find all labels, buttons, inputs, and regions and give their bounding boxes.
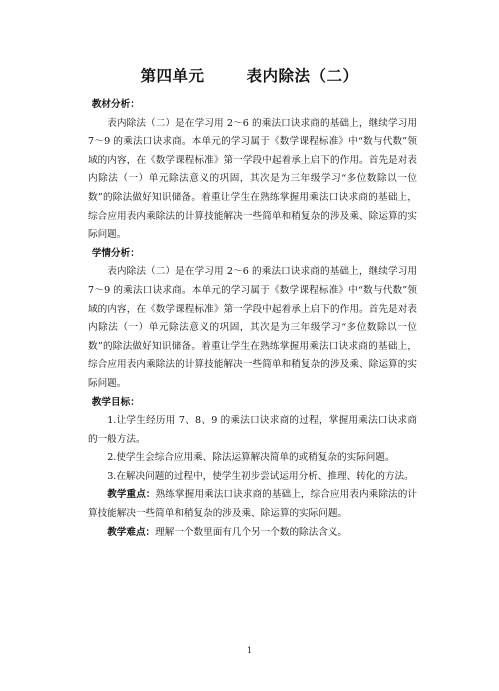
key-points-paragraph bbox=[88, 486, 417, 523]
difficult-points-text: 理解一个数里面有几个另一个数的除法含义。 bbox=[155, 526, 348, 538]
teaching-goal-item: 2.使学生会综合应用乘、除法运算解决简单的或稍复杂的实际问题。 bbox=[107, 452, 395, 464]
teaching-goal-item: 3.在解决问题的过程中，使学生初步尝试运用分析、推理、转化的方法。 bbox=[107, 470, 414, 482]
material-analysis-paragraph: 表内除法（二）是在学习用 2～6 的乘法口诀求商的基础上，继续学习用 7～9 的乘法口诀求商。本单元的学习属于《数学课程标准》中“数与代数”领域的内容，在《数学课程标准》第一学段中起着承上启下的作用。首先是对表内除法（一）单元除法意义的巩固，其次是为三年级学习“多位数除以一位数”的除法做好知识储备。着重让学生在熟练掌握用乘法口诀求商的基础上，综合应用表内乘除法的计算技能解决一些简单和稍复杂的涉及乘、除运算的实际问题。 bbox=[88, 117, 417, 241]
key-points-text: 熟练掌握用乘法口诀求商的基础上，综合应用表内乘除法的计算技能解决一些简单和稍复杂的涉及乘、除运算的实际问题。 bbox=[88, 489, 418, 520]
title-unit: 第四单元 bbox=[140, 67, 205, 85]
key-points-label: 教学重点： bbox=[107, 489, 156, 501]
teaching-goal-item: 1.让学生经历用 7、8、9 的乘法口诀求商的过程，掌握用乘法口诀求商的一般方法。 bbox=[88, 415, 417, 445]
page-number: 1 bbox=[246, 646, 253, 655]
document-body bbox=[88, 96, 417, 542]
title-topic: 表内除法（二） bbox=[246, 67, 359, 85]
difficult-points-paragraph bbox=[88, 524, 417, 543]
teaching-goals-heading: 教学目标： bbox=[91, 396, 140, 408]
student-analysis-heading: 学情分析： bbox=[91, 247, 140, 259]
material-analysis-heading: 教材分析： bbox=[91, 99, 140, 110]
difficult-points-label: 教学难点： bbox=[107, 526, 156, 538]
student-analysis-paragraph: 表内除法（二）是在学习用 2～6 的乘法口诀求商的基础上，继续学习用 7～9 的乘法口诀求商。本单元的学习属于《数学课程标准》中“数与代数”领域的内容，在《数学课程标准》第一学段中起着承上启下的作用。首先是对表内除法（一）单元除法意义的巩固，其次是为三年级学习“多位数除以一位数”的除法做好知识储备。着重让学生在熟练掌握用乘法口诀求商的基础上，综合应用表内乘除法的计算技能解决一些简单和稍复杂的涉及乘、除运算的实际问题。 bbox=[88, 266, 417, 389]
page-title bbox=[0, 64, 499, 86]
